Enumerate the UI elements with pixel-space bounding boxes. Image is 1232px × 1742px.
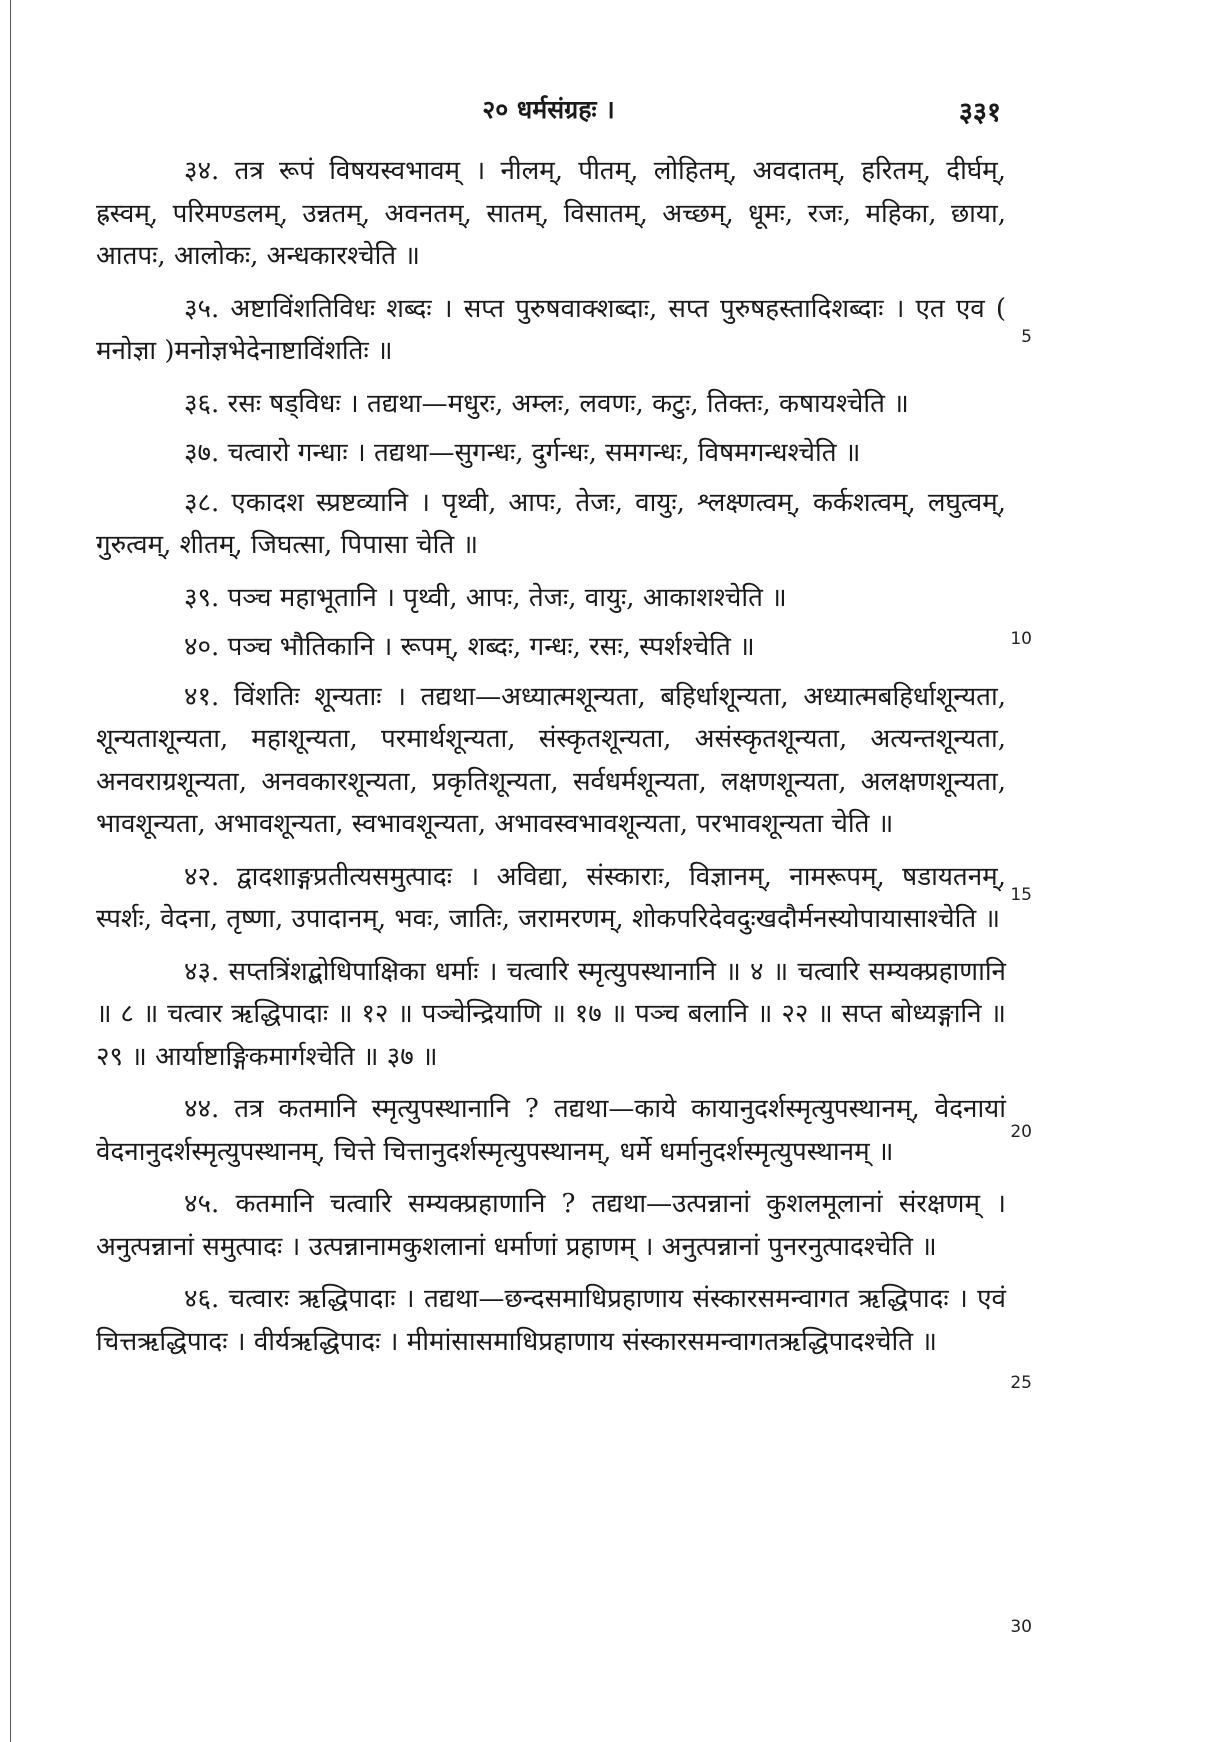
line-number-25: 25 — [1010, 1373, 1032, 1393]
paragraph-34: ३४. तत्र रूपं विषयस्वभावम् । नीलम्, पीतम्, लोहितम्, अवदातम्, हरितम्, दीर्घम्, ह्रस्वम्, परिमण्डलम्, उन्नतम्, अवनतम्, सातम्, विसातम्, अच्छम्, धूमः, रजः, महिका, छाया, आतपः, आलोकः, अन्धकारश्चेति ॥ — [96, 156, 1006, 271]
paragraph-37: ३७. चत्वारो गन्धाः । तद्यथा—सुगन्धः, दुर्गन्धः, समगन्धः, विषमगन्धश्चेति ॥ — [184, 438, 861, 468]
paragraph-43: ४३. सप्तत्रिंशद्बोधिपाक्षिका धर्माः । चत्वारि स्मृत्युपस्थानानि ॥ ४ ॥ चत्वारि सम्यक्प्रहाणानि ॥ ८ ॥ चत्वार ऋद्धिपादाः ॥ १२ ॥ पञ्चेन्द्रियाणि ॥ १७ ॥ पञ्च बलानि ॥ २२ ॥ सप्त बोध्यङ्गानि ॥ २९ ॥ आर्याष्टाङ्गिकमार्गश्चेति ॥ ३७ ॥ — [96, 956, 1006, 1072]
paragraph-39: ३९. पञ्च महाभूतानि । पृथ्वी, आपः, तेजः, वायुः, आकाशश्चेति ॥ — [184, 582, 787, 613]
paragraph-38: ३८. एकादश स्प्रष्टव्यानि । पृथ्वी, आपः, तेजः, वायुः, श्लक्ष्णत्वम्, कर्कशत्वम्, लघुत्वम्, गुरुत्वम्, शीतम्, जिघत्सा, पिपासा चेति ॥ — [96, 487, 1006, 560]
running-title: २० धर्मसंग्रहः । — [482, 95, 615, 124]
text-body — [96, 150, 1006, 1373]
page-number: ३३१ — [958, 97, 1001, 128]
paragraph-40: ४०. पञ्च भौतिकानि । रूपम्, शब्दः, गन्धः, रसः, स्पर्शश्चेति ॥ — [184, 632, 755, 662]
paragraph-35: ३५. अष्टाविंशतिविधः शब्दः । सप्त पुरुषवाक्शब्दाः, सप्त पुरुषहस्तादिशब्दाः । एत एव ( मनोज्ञा )मनोज्ञभेदेनाष्टाविंशतिः ॥ — [96, 293, 1006, 366]
paragraph-46: ४६. चत्वारः ऋद्धिपादाः । तद्यथा—छन्दसमाधिप्रहाणाय संस्कारसमन्वागत ऋद्धिपादः । एवं चित्तऋद्धिपादः । वीर्यऋद्धिपादः । मीमांसासमाधिप्रहाणाय संस्कारसमन्वागतऋद्धिपादश्चेति ॥ — [96, 1284, 1006, 1357]
line-number-5: 5 — [1021, 327, 1032, 347]
line-number-10: 10 — [1010, 629, 1032, 649]
line-number-15: 15 — [1010, 885, 1032, 905]
paragraph-44: ४४. तत्र कतमानि स्मृत्युपस्थानानि ? तद्यथा—काये कायानुदर्शस्मृत्युपस्थानम्, वेदनायां वेदनानुदर्शस्मृत्युपस्थानम्, चित्ते चित्तानुदर्शस्मृत्युपस्थानम्, धर्मे धर्मानुदर्शस्मृत्युपस्थानम् ॥ — [96, 1094, 1006, 1167]
paragraph-42: ४२. द्वादशाङ्गप्रतीत्यसमुत्पादः । अविद्या, संस्काराः, विज्ञानम्, नामरूपम्, षडायतनम्, स्पर्शः, वेदना, तृष्णा, उपादानम्, भवः, जातिः, जरामरणम्, शोकपरिदेवदुःखदौर्मनस्योपायासाश्चेति ॥ — [96, 861, 1006, 934]
paragraph-41: ४१. विंशतिः शून्यताः । तद्यथा—अध्यात्मशून्यता, बहिर्धाशून्यता, अध्यात्मबहिर्धाशून्यता, शून्यताशून्यता, महाशून्यता, परमार्थशून्यता, संस्कृतशून्यता, असंस्कृतशून्यता, अत्यन्तशून्यता, अनवराग्रशून्यता, अनवकारशून्यता, प्रकृतिशून्यता, सर्वधर्मशून्यता, लक्षणशून्यता, अलक्षणशून्यता, भावशून्यता, अभावशून्यता, स्वभावशून्यता, अभावस्वभावशून्यता, परभावशून्यता चेति ॥ — [96, 681, 1006, 839]
paragraph-45: ४५. कतमानि चत्वारि सम्यक्प्रहाणानि ? तद्यथा—उत्पन्नानां कुशलमूलानां संरक्षणम् । अनुत्पन्नानां समुत्पादः । उत्पन्नानामकुशलानां धर्माणां प्रहाणम् । अनुत्पन्नानां पुनरनुत्पादश्चेति ॥ — [96, 1189, 1006, 1262]
line-number-30: 30 — [1010, 1617, 1032, 1637]
paragraph-36: ३६. रसः षड्विधः । तद्यथा—मधुरः, अम्लः, लवणः, कटुः, तिक्तः, कषायश्चेति ॥ — [184, 388, 909, 419]
line-number-20: 20 — [1010, 1122, 1032, 1142]
scan-edge-line — [10, 0, 11, 1742]
running-header — [96, 92, 1001, 132]
